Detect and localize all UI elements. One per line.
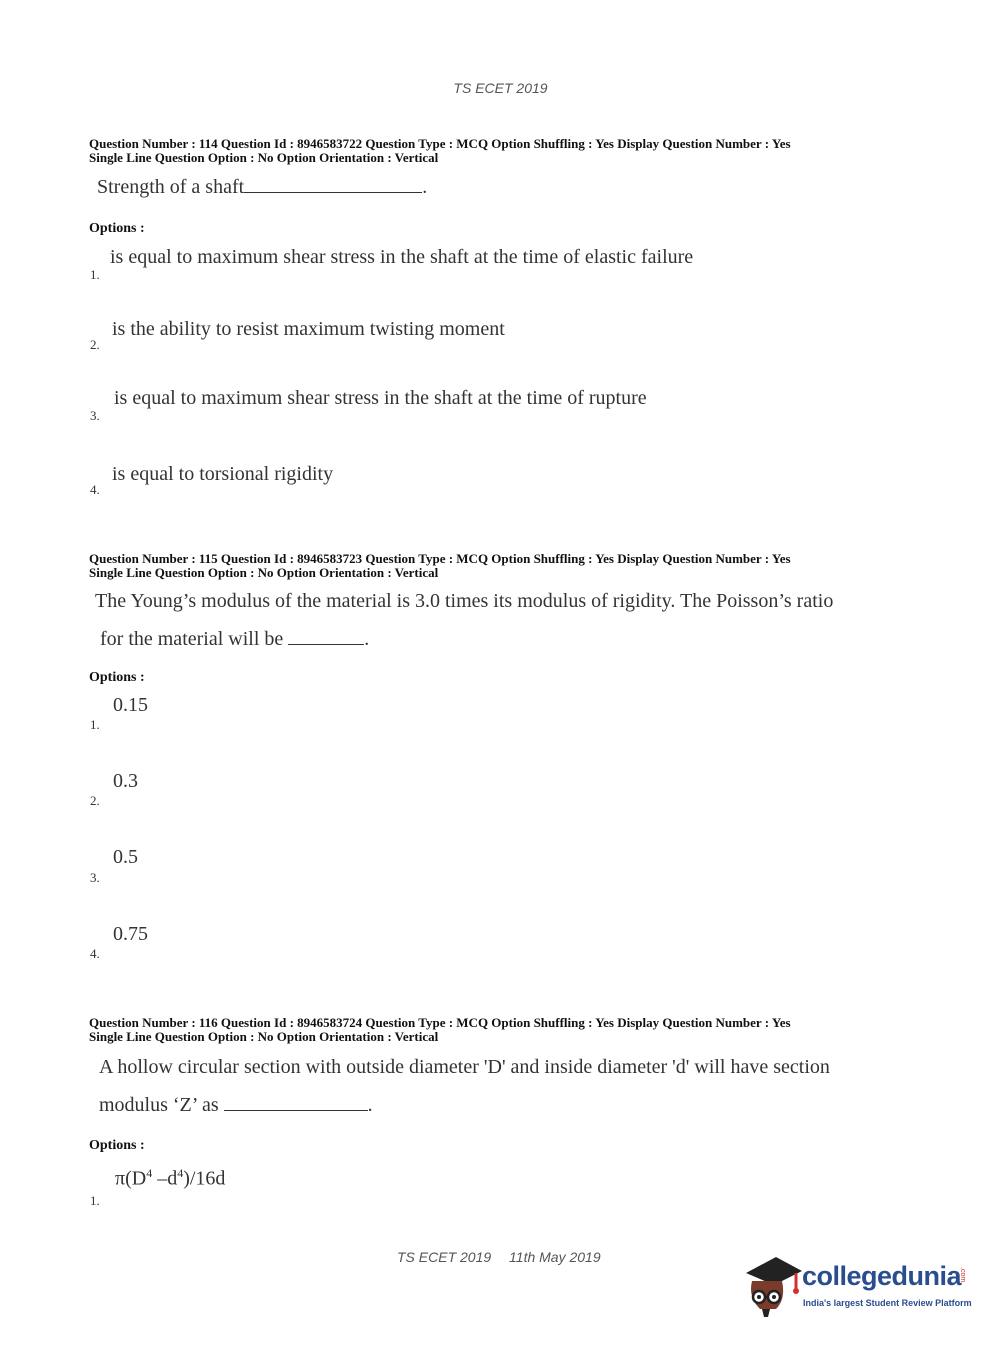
options-label: Options : (89, 1138, 145, 1153)
question-115-meta (89, 552, 791, 580)
answer-blank (224, 1094, 368, 1111)
period: . (422, 176, 428, 198)
option-text: is equal to maximum shear stress in the shaft at the time of rupture (114, 387, 647, 409)
logo-tagline: India's largest Student Review Platform (803, 1298, 972, 1308)
question-text: modulus ‘Z’ as (99, 1094, 219, 1116)
formula-part: π(D (115, 1167, 147, 1190)
question-meta-line: Question Number : 114 Question Id : 8946583722 Question Type : MCQ Option Shuffling : Yes Display Question Number : Yes (89, 136, 791, 151)
period: . (367, 1094, 373, 1116)
option-text: 0.5 (113, 846, 138, 868)
page-header-title: TS ECET 2019 (453, 80, 548, 96)
option-number: 2. (90, 337, 100, 352)
question-meta-line: Single Line Question Option : No Option Orientation : Vertical (89, 1029, 439, 1044)
question-114-meta (89, 137, 791, 165)
option-number: 1. (90, 1193, 100, 1208)
option-formula (115, 1166, 225, 1191)
question-meta-line: Question Number : 115 Question Id : 8946583723 Question Type : MCQ Option Shuffling : Yes Display Question Number : Yes (89, 551, 791, 566)
option-text: 0.15 (113, 694, 148, 716)
option-number: 4. (90, 946, 100, 961)
footer-date: 11th May 2019 (509, 1249, 601, 1265)
option-number: 1. (90, 717, 100, 732)
option-text: is equal to torsional rigidity (112, 463, 334, 485)
question-116-text-line2 (99, 1094, 373, 1117)
formula-part: )/16d (183, 1167, 226, 1190)
question-text: for the material will be (100, 628, 284, 650)
option-number: 1. (90, 267, 100, 282)
mascot-graduation-cap-icon (742, 1251, 804, 1321)
answer-blank (288, 628, 364, 645)
page-footer (397, 1249, 615, 1265)
option-number: 2. (90, 793, 100, 808)
option-text: is the ability to resist maximum twisting moment (112, 318, 505, 340)
logo-suffix: .com (959, 1267, 966, 1283)
option-number: 3. (90, 408, 100, 423)
option-text: is equal to maximum shear stress in the shaft at the time of elastic failure (110, 246, 694, 268)
collegedunia-logo[interactable] (742, 1251, 972, 1321)
question-text: Strength of a shaft (97, 176, 245, 198)
logo-wordmark: collegedunia (802, 1261, 962, 1291)
option-text: 0.3 (113, 770, 138, 792)
exponent: 4 (177, 1166, 184, 1180)
question-meta-line: Question Number : 116 Question Id : 8946583724 Question Type : MCQ Option Shuffling : Yes Display Question Number : Yes (89, 1015, 791, 1030)
question-115-text-line1: The Young’s modulus of the material is 3.0 times its modulus of rigidity. The Poisson’s ratio (95, 590, 834, 612)
question-116-meta (89, 1016, 791, 1044)
footer-exam: TS ECET 2019 (397, 1249, 492, 1265)
formula-part: –d (152, 1167, 178, 1190)
question-114-text (97, 176, 427, 199)
question-115-text-line2 (100, 628, 369, 651)
question-meta-line: Single Line Question Option : No Option Orientation : Vertical (89, 565, 439, 580)
options-label: Options : (89, 221, 145, 236)
exponent: 4 (146, 1166, 153, 1180)
option-text: 0.75 (113, 923, 148, 945)
period: . (364, 628, 370, 650)
question-meta-line: Single Line Question Option : No Option Orientation : Vertical (89, 150, 439, 165)
question-116-text-line1: A hollow circular section with outside diameter 'D' and inside diameter 'd' will have section (99, 1056, 830, 1078)
options-label: Options : (89, 670, 145, 685)
option-number: 3. (90, 870, 100, 885)
answer-blank (244, 176, 422, 193)
option-number: 4. (90, 482, 100, 497)
